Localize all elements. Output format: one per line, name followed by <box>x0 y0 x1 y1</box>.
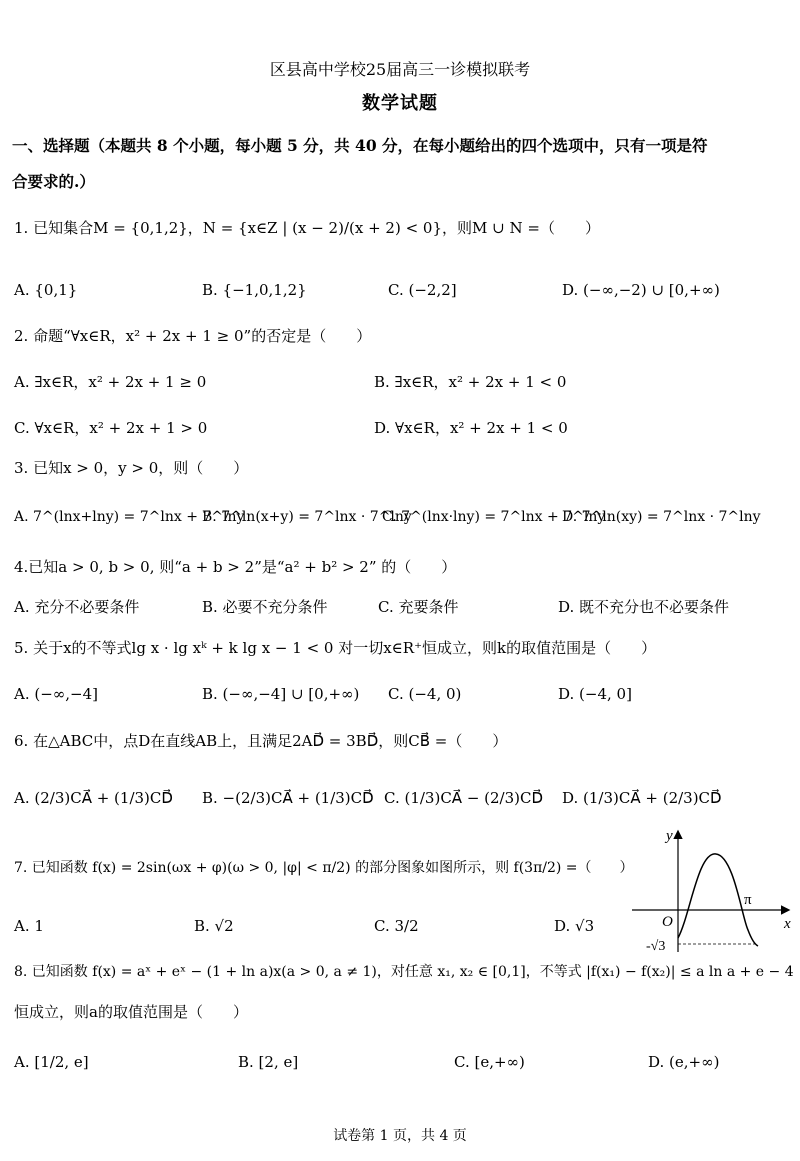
question-6-option-c[interactable]: C. (1/3)CA⃗ − (2/3)CD⃗ <box>384 789 544 807</box>
question-1-stem: 1. 已知集合M = {0,1,2}，N = {x∈Z | (x − 2)/(x + 2) < 0}，则M ∪ N =（ ） <box>14 219 600 237</box>
question-8-stem: 8. 已知函数 f(x) = aˣ + eˣ − (1 + ln a)x(a > 0, a ≠ 1)，对任意 x₁, x₂ ∈ [0,1]，不等式 |f(x₁) − f(x₂)| ≤ a ln a + e − 4 <box>14 964 794 980</box>
question-3-option-c[interactable]: C. 7^(lnx·lny) = 7^lnx + 7^lny <box>382 509 606 525</box>
question-2-option-c[interactable]: C. ∀x∈R，x² + 2x + 1 > 0 <box>14 419 208 437</box>
exam-header: 区县高中学校25届高三一诊模拟联考 <box>269 60 531 79</box>
question-4-option-b[interactable]: B. 必要不充分条件 <box>202 598 328 616</box>
neg-sqrt3-label: -√3 <box>646 939 666 954</box>
question-3-stem: 3. 已知x > 0，y > 0，则（ ） <box>14 459 249 477</box>
pi-label: π <box>744 892 752 908</box>
question-8-option-b[interactable]: B. [2, e] <box>238 1053 299 1071</box>
question-5-option-c[interactable]: C. (−4, 0) <box>388 685 462 703</box>
question-1-option-d[interactable]: D. (−∞,−2) ∪ [0,+∞) <box>562 281 720 299</box>
question-7-option-c[interactable]: C. 3/2 <box>374 917 419 935</box>
question-4-stem: 4.已知a > 0, b > 0, 则“a + b > 2”是“a² + b² > 2” 的（ ） <box>14 558 457 576</box>
question-4-option-c[interactable]: C. 充要条件 <box>378 598 459 616</box>
question-2-option-a[interactable]: A. ∃x∈R，x² + 2x + 1 ≥ 0 <box>14 373 207 391</box>
question-8-stem-continued: 恒成立，则a的取值范围是（ ） <box>14 1003 248 1021</box>
section-instruction-line1: 一、选择题（本题共 8 个小题，每小题 5 分，共 40 分，在每小题给出的四个选项中，只有一项是符 <box>12 136 708 155</box>
question-5-stem: 5. 关于x的不等式lg x · lg xᵏ + k lg x − 1 < 0 对一切x∈R⁺恒成立，则k的取值范围是（ ） <box>14 639 657 657</box>
question-1-option-c[interactable]: C. (−2,2] <box>388 281 457 299</box>
question-1-option-a[interactable]: A. {0,1} <box>14 281 78 299</box>
section-instruction-line2: 合要求的.） <box>12 172 95 191</box>
question-1-option-b[interactable]: B. {−1,0,1,2} <box>202 281 307 299</box>
question-2-option-d[interactable]: D. ∀x∈R，x² + 2x + 1 < 0 <box>374 419 568 437</box>
question-5-option-b[interactable]: B. (−∞,−4] ∪ [0,+∞) <box>202 685 360 703</box>
question-4-option-d[interactable]: D. 既不充分也不必要条件 <box>558 598 730 616</box>
question-7-option-a[interactable]: A. 1 <box>14 917 44 935</box>
page-title: 数学试题 <box>362 93 438 114</box>
question-6-stem: 6. 在△ABC中，点D在直线AB上，且满足2AD⃗ = 3BD⃗，则CB⃗ =（ ） <box>14 732 508 750</box>
y-axis-label: y <box>666 828 673 844</box>
question-5-option-d[interactable]: D. (−4, 0] <box>558 685 632 703</box>
question-7-option-b[interactable]: B. √2 <box>194 917 234 935</box>
question-3-option-d[interactable]: D. 7^ln(xy) = 7^lnx · 7^lny <box>562 509 761 525</box>
question-8-option-d[interactable]: D. (e,+∞) <box>648 1053 720 1071</box>
question-2-option-b[interactable]: B. ∃x∈R，x² + 2x + 1 < 0 <box>374 373 567 391</box>
question-6-option-b[interactable]: B. −(2/3)CA⃗ + (1/3)CD⃗ <box>202 789 374 807</box>
origin-label: O <box>662 914 673 930</box>
question-3-option-a[interactable]: A. 7^(lnx+lny) = 7^lnx + 7^lny <box>14 509 245 525</box>
question-2-stem: 2. 命题“∀x∈R，x² + 2x + 1 ≥ 0”的否定是（ ） <box>14 327 372 345</box>
question-4-option-a[interactable]: A. 充分不必要条件 <box>14 598 140 616</box>
question-5-option-a[interactable]: A. (−∞,−4] <box>14 685 99 703</box>
question-7-stem: 7. 已知函数 f(x) = 2sin(ωx + φ)(ω > 0, |φ| < π/2) 的部分图象如图所示，则 f(3π/2) =（ ） <box>14 860 634 876</box>
question-8-option-c[interactable]: C. [e,+∞) <box>454 1053 525 1071</box>
question-7-graph <box>630 826 795 956</box>
question-3-option-b[interactable]: B. 7^ln(x+y) = 7^lnx · 7^lny <box>202 509 412 525</box>
page-footer: 试卷第 1 页，共 4 页 <box>333 1128 467 1144</box>
question-7-option-d[interactable]: D. √3 <box>554 917 595 935</box>
question-8-option-a[interactable]: A. [1/2, e] <box>14 1053 89 1071</box>
x-axis-label: x <box>784 916 791 932</box>
question-6-option-d[interactable]: D. (1/3)CA⃗ + (2/3)CD⃗ <box>562 789 722 807</box>
question-6-option-a[interactable]: A. (2/3)CA⃗ + (1/3)CD⃗ <box>14 789 173 807</box>
